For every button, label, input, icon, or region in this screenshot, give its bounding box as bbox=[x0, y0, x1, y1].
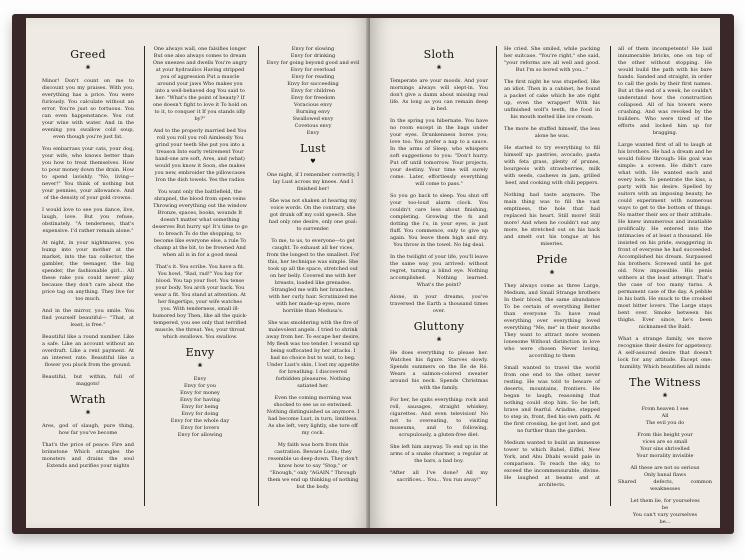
left-column-2 bbox=[152, 46, 248, 518]
wrath-paragraph: And to the properly married bed You roll you roll you roll Aimlessly You grind your teeth She put you into a treason Into early retirement Your hand-one are soft, Ares, and (what) would you know it Soon, she makes you new, embroider the pillowcases Iron the dish towels. Yes the radios bbox=[153, 128, 247, 183]
gluttony-title: Gluttony bbox=[413, 320, 465, 333]
sloth-paragraph: In the twilight of your life, you'll leave the same way you arrived: without regret, turning a blind eye. Nothing accomplished. Nothing learned. What's the point? bbox=[390, 254, 488, 288]
left-page bbox=[26, 18, 370, 528]
pride-paragraph: Medium wanted to build an immense tower to which Babel, Eiffel, New York, and Abu Dhabi would pale in comparison. To reach the sky, to exceed the incommensurable, divine. He laughed at beams and at architects. bbox=[504, 440, 600, 488]
sloth-paragraph: So you go back to sleep. You shut off your too-loud alarm clock. You couldn't care less about finishing, completing. Growing the fs and dotting the i's, in your eyes, is just fluff. You commence, only to give up again. You leave them high and dry. You throw in the towel. No big deal. bbox=[390, 193, 488, 248]
sloth-paragraph: Temperate are your moods. And your mornings always will slept-in. You don't give a damn about missing real life. As long as you can remain deep in bed. bbox=[390, 78, 488, 112]
gluttony-paragraph: The first night he was stupefied, like an idiot. Then in a cabinet, he found a packet of cake which he ate right up, even the wrapper! With his unfinished wolf's teeth, the food in his mouth melted like ice cream. bbox=[504, 79, 600, 120]
ornament-icon: ❀ bbox=[436, 64, 442, 71]
witness-title: The Witness bbox=[629, 376, 701, 389]
gluttony-paragraph: He started to try everything to fill himself up: pastries, avocado, pasta with feta grass, plenty of prunes, bourgeois with strawberries, milk with seeds, cashews in jam, grilled beef, and cooking with chili peppers. bbox=[504, 145, 600, 186]
greed-paragraph: At night, in your nightmares, you bump into your mother at the market, into the tax collector, the gambler, the teenager, the big spender, the fashionable girl... All these rake you could never play because they don't care about the price tag on anything. They live for too much. bbox=[42, 240, 134, 302]
wrath-paragraph: That's the price of peace: Fire and brimstone Which strangles the monsters and drains the soul Extends and purifies your nights bbox=[42, 442, 134, 469]
envy-list: Envy Envy for you Envy for money Envy for having Envy for being Envy for doing Envy for the whole day Envy for lovers Envy for allowing bbox=[170, 376, 230, 438]
greed-paragraph: Beautiful, but within, full of maggots! bbox=[42, 374, 134, 387]
lust-paragraph: One night, if I remember correctly, I lay Lust across my knees. And I finished her! bbox=[266, 172, 360, 192]
sloth-paragraph: In the spring you hibernate. You have no room except in the bags under your eyes. Drunkenness bores you; love too. You prefer a nap to a sauce. In the arms of Sleep, who whispers soft suggestions to you: "Don't hurry. Put off until tomorrow. Your projects, your destiny. Your time will surely come. Later, effortlessly everything will come to pass." bbox=[390, 118, 488, 187]
ornament-icon: ❀ bbox=[436, 336, 442, 343]
sloth-title: Sloth bbox=[423, 48, 455, 61]
column-divider bbox=[144, 46, 145, 506]
column-divider bbox=[610, 46, 611, 506]
ornament-icon: ❀ bbox=[85, 64, 91, 71]
wrath-paragraph: That's it. You scribe. You have a fit. You howl, "Rad, rad!" You bay for blood. You tap your foot. You tense your body. You arch your back. You wear a fit. You stand at attention. At her fingertips, your wife watches you. With tenderness, small ill-humored boy Then, like all the quick-tempered, you see only that terrified muscle, the threat. Yes, your throat which swallows. You swallow. bbox=[152, 264, 248, 340]
wrath-paragraph: Ares, god of slaugh, pure thing, how far you've become bbox=[42, 423, 134, 436]
gluttony-paragraph: Nothing had taste anymore. The main thing was to fill the vast emptiness, the hole that had replaced his heart. Still more! Still more! And when he couldn't eat any more, he stretched out on his back and smelt out his tongue at his miseries. bbox=[504, 192, 600, 247]
pride-paragraph: They always come as three Large, Medium, and Small Strange brothers In their blood, the same abundance To be certain of everything Better than everyone To have read everything over everything loved everything "Me, me" in their mouths They want to attract more women lonesome Without distinction in love who were chosen Never loving, according to them bbox=[504, 283, 600, 359]
witness-verse: From heaven I see All The evil you do bbox=[641, 406, 689, 426]
lust-paragraph: Even the coming morning was shocked to see us so entwined. Nothing distinguished us anymore. I had become Lust, in turn, limitless. As she left, very lightly, she tore off my cock. bbox=[266, 395, 360, 436]
right-column-2 bbox=[504, 46, 600, 518]
sloth-paragraph: Alone, in your dreams, you've traversed the Earth a thousand times over. bbox=[390, 294, 488, 314]
left-column-1 bbox=[42, 46, 134, 518]
wrath-title: Wrath bbox=[70, 393, 106, 406]
greed-paragraph: You embarrass your cats, your dog, your wife, who knows better than you how to treat themselves. How to pour money down the drain. How to spend lavishly. "No, living—never!" You think of nothing but your pennies, your allowance. And of the density of your gold crowns. bbox=[42, 146, 134, 201]
pride-paragraph: Large wanted first of all to laugh at his brothers. He had a dream and he would follow through: His goal was simple: a screen. He didn't care what with. He wanted each and every look. To penetrate the kiss, a party with his desire. Spelled by suitors with an imposing beauty, he could experiment with numerous ways to get to the bottom of things. No matter their sex or their attitude. He knew innumerous and insatiable prolifically. He entered into the intimacies of at least a thousand. He insisted on his pride, swaggering in front of everyone he had succeeded. Accomplished his dream. Surpassed his brothers. Screwed until he got old. Now impossible. His penis withers at the least attempt. That's the case of too many turns. A permanent case of the day. A pebble in his bath. He snuck to the crooked most bitter lovers. The Large stays bent over. Smoke between his thighs. Ever since, he's been nicknamed the Bald. bbox=[618, 142, 712, 330]
heart-icon: ♥ bbox=[310, 158, 316, 165]
lust-paragraph: She was smoldering with the fire of malevolent angels. I tried to shrink away from her. To escape her desire. My flesh was too tender. I wound up being suffocated by her attacks. I had no choice but to wait, to beg. Under Lust's skin, I lost my appetite for breathing. I discovered forbidden pleasures. Nothing satiated her. bbox=[266, 320, 360, 389]
lust-paragraph: My faith was born from this castration. Beware Lusts; they resemble us deep down. They don't know how to say "Stop," or "Enough," only "AGAIN." Through them we end up thinking of nothing but the body. bbox=[267, 442, 359, 490]
right-column-3 bbox=[618, 46, 712, 525]
gluttony-paragraph: The more he stuffed himself, the less alone he was. bbox=[504, 126, 600, 139]
right-page bbox=[370, 18, 720, 528]
witness-verse: All these are not so serious Only banal flaws Shared defects, common weaknesses bbox=[618, 465, 712, 492]
ornament-icon: ❀ bbox=[549, 269, 555, 276]
pride-paragraph: all of them incompetents! He laid innumerable bricks, one on top of the other without stopping. He would build the path with his bare hands. Sanded and straight, in order to call the gods by their first names. But at the end of a week, he couldn't understand how the construction collapsed. All of his towers were crushing. And was revoked by the builders. Who were tired of the efforts and locked him up for bragging. bbox=[618, 46, 712, 136]
right-column-1 bbox=[390, 46, 488, 518]
greed-paragraph: Minor! Don't count on me to discount you my praises. With you, everything has a price. You were furiously. You calculate without an error. You're just so tortuous. You can even happenstance. You cut your wine with water. And in the evening you swallow cold soup, even though you're just fat. bbox=[42, 78, 134, 140]
lust-paragraph: She was not shaken at hearing my voice words. On the contrary, she got drunk off my cold speech. She had only one desire, only one goal: to surrender. bbox=[268, 198, 358, 232]
greed-paragraph: Beautiful like a round number. Like a safe. Like an account without an overdraft. Like a rent payment. At an interest rate. Beautiful like a flower you pluck from the ground. bbox=[42, 334, 134, 368]
pride-title: Pride bbox=[536, 253, 568, 266]
envy-title: Envy bbox=[185, 346, 215, 359]
witness-verse: From this height your vices are so small Your sins shrivelled Your morality invisible bbox=[636, 432, 694, 459]
greed-paragraph: I would love to see you dance, live, laugh, love. But you refuse, obstinately. "A tenderness, that's expensive. I'd rather remain alone." bbox=[42, 207, 134, 234]
wrath-paragraph: You want only the battlefield, the shrapnel, the blood from open veins Throwing everything out the window Bronze, spaces, books, wounds It doesn't matter what something deserves But hurry up! It's time to go to breach To do the shopping, to become like everyone else, a rule To champ at the bit, to be frowned And when all is in for a good meal bbox=[152, 189, 248, 258]
gluttony-paragraph: "After all I've done? All my sacrifices... You... You run away!" bbox=[390, 470, 488, 483]
gluttony-paragraph: He does everything to please her. Watches his figure. Starves slowly. Spends summers on the Ile de Ré. Wears a salmon-colored sweater around his neck. Spends Christmas with the family. bbox=[390, 350, 488, 391]
gluttony-paragraph: For her, he quits everything: rock and roll, sausages, straight whiskey, cigarettes. And even television! No not to overeating, to visiting museums, and to following, scrupulously, a gluten-free diet. bbox=[390, 397, 488, 438]
greed-title: Greed bbox=[70, 48, 106, 61]
pride-paragraph: What a strange family, we move recognise their desire for appetency. A self-assured desire that doesn't lock for any attitude. Except one: humility. Which beautifies all minds bbox=[618, 336, 712, 370]
left-column-3 bbox=[266, 46, 360, 518]
lust-title: Lust bbox=[300, 142, 326, 155]
column-divider bbox=[496, 46, 497, 506]
pride-paragraph: Small wanted to travel the world from one end to the other, never resting. He was told to beware of deserts, mountains, frontiers. He began to laugh, reasoning that nothing could stop him. So he left, brave and fearful. Ariadne, stepped to step in, front, fled his own path. At the first crossing, he got lost, and got no further than the garden. bbox=[504, 365, 600, 434]
wrath-paragraph: One always wall, one falsifies longer But one also always comes to dream One sneezes and dwells You're angry at your hydraulics Having stripped you of aggression Put a muscle around your jaws Who makes you into a well-behaved dog You said to her: "What's the point of beauty? If one doesn't fight to love it To hold on to it, to conquer it If you stands idly by?" bbox=[152, 46, 248, 122]
column-divider bbox=[258, 46, 259, 506]
greed-paragraph: And in the mirror, you smile. You find yourself beautiful— "That, at least, is free." bbox=[42, 308, 134, 328]
ornament-icon: ❀ bbox=[197, 362, 203, 369]
gluttony-paragraph: She left him anyway. To end up in the arms of a snake charmer, a regular at the bars, a bad boy. bbox=[390, 444, 488, 464]
gluttony-paragraph: He cried. She smiled, while packing her suitcase. "You're right," she said, "your reforms are all well and good. But I'm so bored with you..." bbox=[504, 46, 600, 73]
ornament-icon: ❀ bbox=[662, 392, 668, 399]
witness-verse: Let them lie, for yourselves be You can't vary yourselves be... bbox=[630, 498, 700, 525]
lust-paragraph: To me, to us, to everyone—to get caught. To exhaust all her vices, from the longest to the smallest. For this, her technique was simple. She took up all the space, stretched out on her belly. Covered me with her breasts, loaded like grenades. Strangled me with her branches, with her curly hair. Scrutinized me with her made-up eyes, more horrible than Medusa's. bbox=[266, 238, 360, 314]
envy-list: Envy for slowing Envy for drinking Envy for going beyond good and evil Envy for overload Envy for reading Envy for succeeding Envy for children Envy for freedom Voracious envy Burning envy Swallowed envy Covetous envy Envy bbox=[266, 46, 360, 136]
ornament-icon: ❀ bbox=[85, 409, 91, 416]
